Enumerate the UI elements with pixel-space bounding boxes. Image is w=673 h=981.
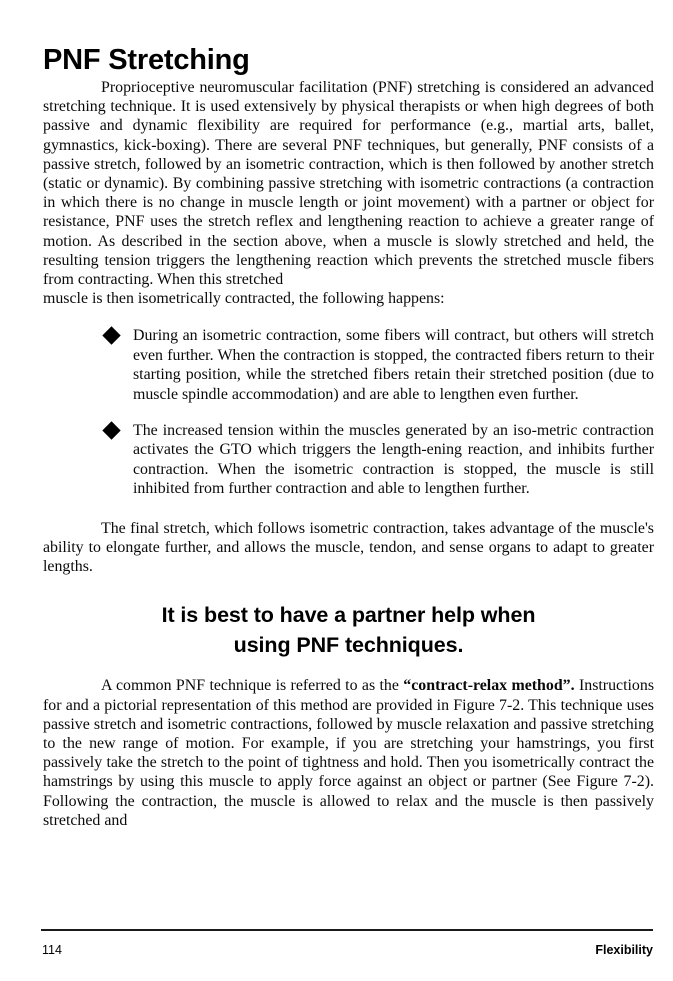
footer-divider: [41, 929, 653, 931]
callout-heading: [43, 600, 654, 660]
spacer: [43, 308, 654, 326]
paragraph-intro-continuation: muscle is then isometrically contracted, the following happens:: [43, 290, 445, 308]
footer-section-name: Flexibility: [595, 943, 653, 957]
page-number: 114: [42, 943, 62, 957]
page-footer: [41, 940, 653, 960]
list-item-text: The increased tension within the muscles generated by an iso-metric contraction activates the GTO which triggers the length-ening reaction, and inhibits further contraction. When the isometric contraction is stopped, the muscle is still inhibited from further contraction and able to lengthen further.: [133, 422, 654, 498]
callout-line-2: using PNF techniques.: [233, 633, 464, 658]
bullet-list: [43, 326, 654, 498]
list-item-text: During an isometric contraction, some fibers will contract, but others will stretch even further. When the contraction is stopped, the contracted fibers return to their starting position, while the stretched fibers retain their stretched position (due to muscle spindle accommodation) and are able to lengthen even further.: [133, 327, 654, 403]
callout-line-1: It is best to have a partner help when: [161, 603, 536, 628]
body-column: [43, 78, 654, 830]
paragraph-intro: Proprioceptive neuromuscular facilitation (PNF) stretching is considered an advanced stretching technique. It is used extensively by physical therapists or when high degrees of both passive and dynamic flexibility are required for performance (e.g., martial arts, ballet, gymnastics, kick-boxing). There are several PNF techniques, but generally, PNF consists of a passive stretch, followed by an isometric contraction, which is then followed by another stretch (static or dynamic). By combining passive stretching with isometric contractions (a contraction in which there is no change in muscle length or joint movement) with a partner or object for resistance, PNF uses the stretch reflex and lengthening reaction to achieve a greater range of motion. As described in the section above, when a muscle is slowly stretched and held, the resulting tension triggers the lengthening reaction which prevents the stretched muscle fibers from contracting. When this stretched: [43, 79, 654, 289]
spacer: [43, 660, 654, 676]
diamond-bullet-icon: [102, 327, 120, 345]
paragraph-contract-relax: [43, 676, 654, 830]
contract-relax-rest: Instructions for and a pictorial representation of this method are provided in Figure 7-2. This technique uses passive stretch and isometric contractions, followed by muscle relaxation and passive stretching to the new range of motion. For example, if you are stretching your hamstrings, you first passively take the stretch to the point of tightness and hold. Then you isometrically contract the hamstrings by using this muscle to apply force against an object or partner (See Figure 7-2). Following the contraction, the muscle is allowed to relax and the muscle is then passively stretched and: [43, 677, 655, 829]
spacer: [43, 499, 654, 519]
contract-relax-method-bold: “contract-relax method”.: [403, 677, 575, 695]
contract-relax-lead: A common PNF technique is referred to as the: [101, 677, 404, 695]
spacer: [43, 576, 654, 600]
diamond-bullet-icon: [102, 421, 120, 439]
page-title: PNF Stretching: [43, 44, 250, 77]
list-item: [43, 326, 654, 404]
paragraph-final-stretch: The final stretch, which follows isometric contraction, takes advantage of the muscle's ability to elongate further, and allows the muscle, tendon, and sense organs to adapt to greater lengths.: [43, 519, 654, 576]
list-item: [43, 421, 654, 499]
